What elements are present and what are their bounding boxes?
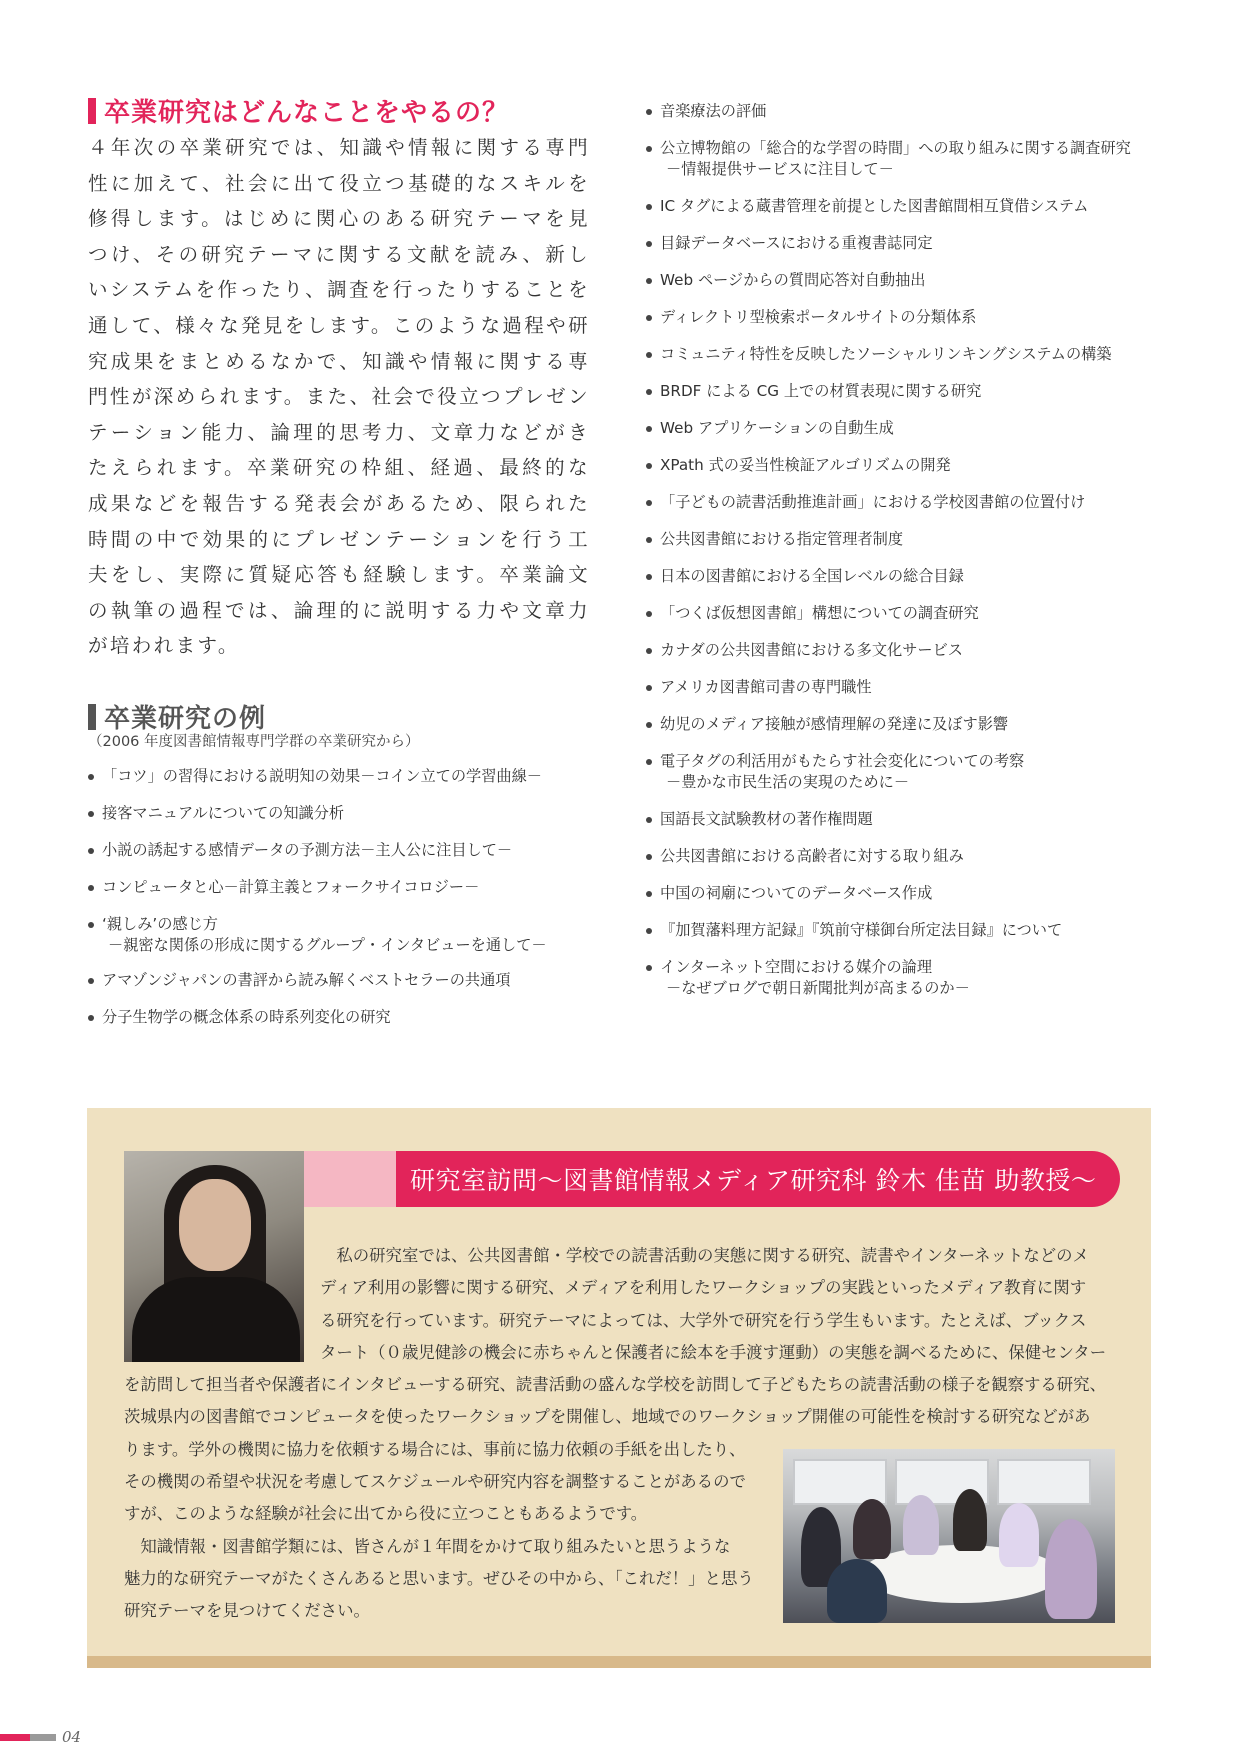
list-item — [646, 270, 1186, 291]
bullet-icon — [646, 817, 652, 823]
profile-line: ります。学外の機関に協力を依頼する場合には、事前に協力依頼の手紙を出したり、 — [124, 1439, 746, 1459]
item-title: インターネット空間における媒介の論理 — [660, 958, 933, 976]
profile-line: る研究を行っています。研究テーマによっては、大学外で研究を行う学生もいます。たとえば、ブックス — [320, 1310, 1087, 1330]
item-title: 接客マニュアルについての知識分析 — [102, 804, 345, 822]
list-item — [646, 809, 1186, 830]
item-title: 日本の図書館における全国レベルの総合目録 — [660, 567, 964, 585]
item-title: 小説の誘起する感情データの予測方法－主人公に注目して－ — [102, 841, 513, 859]
item-title: BRDF による CG 上での材質表現に関する研究 — [660, 382, 982, 400]
profile-line: すが、このような経験が社会に出てから役に立つこともあるようです。 — [124, 1504, 648, 1524]
item-title: 音楽療法の評価 — [660, 102, 767, 120]
list-item — [646, 455, 1186, 476]
profile-line: 私の研究室では、公共図書館・学校での読書活動の実態に関する研究、読書やインターネットなどのメ — [320, 1246, 1089, 1265]
bullet-icon — [88, 848, 94, 854]
item-subtitle: －豊かな市民生活の実現のために－ — [666, 773, 909, 791]
item-title: 幼児のメディア接触が感情理解の発達に及ぼす影響 — [660, 715, 1009, 733]
bullet-icon — [646, 204, 652, 210]
bullet-icon — [646, 965, 652, 971]
banner-accent — [304, 1151, 404, 1207]
research-examples-list-left — [88, 766, 588, 1044]
item-title: アマゾンジャパンの書評から読み解くベストセラーの共通項 — [102, 971, 511, 989]
list-item — [88, 914, 588, 956]
list-item — [646, 307, 1186, 328]
bullet-icon — [88, 978, 94, 984]
profile-line: を訪問して担当者や保護者にインタビューする研究、読書活動の盛んな学校を訪問して子どもたちの読書活動の様子を観察する研究、 — [124, 1375, 1106, 1395]
list-item — [646, 233, 1186, 254]
bullet-icon — [646, 241, 652, 247]
banner-title: 研究室訪問～図書館情報メディア研究科 鈴木 佳苗 助教授～ — [410, 1166, 1097, 1195]
bullet-icon — [646, 315, 652, 321]
profile-line: その機関の希望や状況を考慮してスケジュールや研究内容を調整することがあるので — [124, 1472, 746, 1492]
item-title: 分子生物学の概念体系の時系列変化の研究 — [102, 1008, 391, 1026]
bullet-icon — [646, 648, 652, 654]
list-item — [646, 101, 1186, 122]
bullet-icon — [88, 1015, 94, 1021]
research-examples-list-right — [646, 101, 1186, 1015]
list-item — [646, 603, 1186, 624]
heading-bar-icon — [88, 98, 96, 124]
page-number: 04 — [62, 1728, 82, 1746]
list-item — [88, 840, 588, 861]
list-item — [646, 714, 1186, 735]
bullet-icon — [646, 928, 652, 934]
examples-note: （2006 年度図書館情報専門学群の卒業研究から） — [88, 734, 420, 750]
bullet-icon — [646, 537, 652, 543]
item-title: コミュニティ特性を反映したソーシャルリンキングシステムの構築 — [660, 345, 1112, 363]
list-item — [646, 529, 1186, 550]
list-item — [646, 138, 1186, 180]
item-title: 目録データベースにおける重複書誌同定 — [660, 234, 933, 252]
list-item — [646, 677, 1186, 698]
profile-line: 魅力的な研究テーマがたくさんあると思います。ぜひその中から、「これだ！」と思う — [124, 1568, 754, 1588]
list-item — [646, 381, 1186, 402]
item-title: 公共図書館における指定管理者制度 — [660, 530, 903, 548]
bullet-icon — [646, 574, 652, 580]
list-item — [88, 803, 588, 824]
list-item — [646, 492, 1186, 513]
list-item — [646, 846, 1186, 867]
bullet-icon — [88, 885, 94, 891]
item-title: アメリカ図書館司書の専門職性 — [660, 678, 872, 696]
item-title: 国語長文試験教材の著作権問題 — [660, 810, 873, 828]
bullet-icon — [646, 278, 652, 284]
item-title: 電子タグの利活用がもたらす社会変化についての考察 — [660, 752, 1025, 770]
list-item — [88, 766, 588, 787]
section-title: 卒業研究の例 — [104, 704, 267, 734]
bullet-icon — [646, 352, 652, 358]
list-item — [88, 1007, 588, 1028]
section-heading-graduation-research — [88, 92, 509, 129]
intro-paragraph: ４年次の卒業研究では、知識や情報に関する専門性に加えて、社会に出て役立つ基礎的なスキルを修得します。はじめに関心のある研究テーマを見つけ、その研究テーマに関する文献を読み、新しいシステムを作ったり、調査を行ったりすることを通して、様々な発見をします。このような過程や研究成果をまとめるなかで、知識や情報に関する専門性が深められます。また、社会で役立つプレゼンテーション能力、論理的思考力、文章力などがきたえられます。卒業研究の枠組、経過、最終的な成果などを報告する発表会があるため、限られた時間の中で効果的にプレゼンテーションを行う工夫をし、実際に質疑応答も経験します。卒業論文の執筆の過程では、論理的に説明する力や文章力が培われます。 — [88, 136, 590, 658]
item-title: 「つくば仮想図書館」構想についての調査研究 — [660, 604, 979, 622]
bullet-icon — [646, 426, 652, 432]
item-subtitle: －情報提供サービスに注目して－ — [666, 160, 894, 178]
item-subtitle: －親密な関係の形成に関するグループ・インタビューを通して－ — [108, 936, 547, 954]
profile-line: ディア利用の影響に関する研究、メディアを利用したワークショップの実践といったメディア教育に関す — [320, 1278, 1087, 1298]
list-item — [646, 920, 1186, 941]
bullet-icon — [646, 685, 652, 691]
bullet-icon — [646, 109, 652, 115]
profile-line: 知識情報・図書館学類には、皆さんが１年間をかけて取り組みたいと思うような — [124, 1536, 731, 1556]
list-item — [88, 877, 588, 898]
students-workshop-photo — [783, 1449, 1115, 1623]
item-title: 「コツ」の習得における説明知の効果－コイン立ての学習曲線－ — [102, 767, 542, 785]
bullet-icon — [646, 463, 652, 469]
item-title: 公立博物館の「総合的な学習の時間」への取り組みに関する調査研究 — [660, 139, 1131, 157]
list-item — [646, 418, 1186, 439]
bullet-icon — [646, 389, 652, 395]
list-item — [646, 751, 1186, 793]
item-title: 『加賀藩料理方記録』『筑前守様御台所定法目録』について — [660, 921, 1063, 939]
bullet-icon — [646, 891, 652, 897]
item-title: 「子どもの読書活動推進計画」における学校図書館の位置付け — [660, 493, 1086, 511]
item-title: Web ページからの質問応答対自動抽出 — [660, 271, 926, 289]
list-item — [646, 640, 1186, 661]
item-title: Web アプリケーションの自動生成 — [660, 419, 894, 437]
bullet-icon — [646, 146, 652, 152]
box-bottom-border — [87, 1656, 1151, 1668]
bullet-icon — [646, 500, 652, 506]
bullet-icon — [646, 722, 652, 728]
bullet-icon — [646, 759, 652, 765]
item-title: 公共図書館における高齢者に対する取り組み — [660, 847, 964, 865]
list-item — [646, 883, 1186, 904]
list-item — [646, 344, 1186, 365]
profile-line: タート（０歳児健診の機会に赤ちゃんと保護者に絵本を手渡す運動）の実態を調べるために、保健センター — [320, 1342, 1107, 1362]
page-marker-gray — [30, 1734, 56, 1741]
item-title: コンピュータと心－計算主義とフォークサイコロジー－ — [102, 878, 480, 896]
item-title: ディレクトリ型検索ポータルサイトの分類体系 — [660, 308, 977, 326]
bullet-icon — [88, 774, 94, 780]
item-title: 中国の祠廟についてのデータベース作成 — [660, 884, 933, 902]
item-title: IC タグによる蔵書管理を前提とした図書館間相互貸借システム — [660, 197, 1089, 215]
list-item — [646, 957, 1186, 999]
item-title: XPath 式の妥当性検証アルゴリズムの開発 — [660, 456, 951, 474]
list-item — [646, 196, 1186, 217]
bullet-icon — [88, 922, 94, 928]
bullet-icon — [646, 611, 652, 617]
lab-visit-banner — [396, 1151, 1120, 1207]
section-title: 卒業研究はどんなことをやるの？ — [104, 98, 510, 128]
bullet-icon — [88, 811, 94, 817]
list-item — [646, 566, 1186, 587]
heading-bar-icon — [88, 704, 96, 730]
item-title: ‘親しみ’の感じ方 — [102, 915, 218, 933]
bullet-icon — [646, 854, 652, 860]
profile-line: 茨城県内の図書館でコンピュータを使ったワークショップを開催し、地域でのワークショップ開催の可能性を検討する研究などがあ — [124, 1407, 1091, 1427]
list-item — [88, 970, 588, 991]
item-title: カナダの公共図書館における多文化サービス — [660, 641, 963, 659]
item-subtitle: －なぜブログで朝日新聞批判が高まるのか－ — [666, 979, 970, 997]
profile-line: 研究テーマを見つけてください。 — [124, 1601, 370, 1621]
page-marker-accent — [0, 1734, 30, 1741]
